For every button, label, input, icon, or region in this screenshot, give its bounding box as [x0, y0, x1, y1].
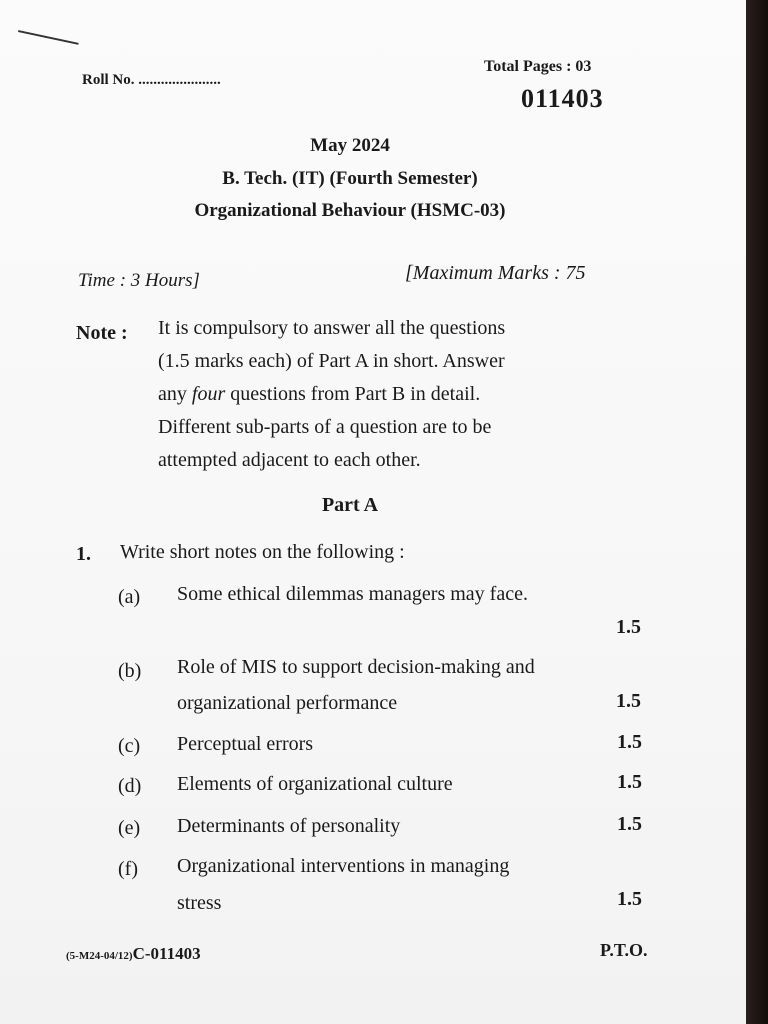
item-mark: 1.5	[617, 731, 642, 753]
item-text-cont: stress	[177, 892, 222, 914]
note-line	[158, 378, 648, 411]
note-any: any	[158, 383, 187, 405]
item-text: Role of MIS to support decision-making and	[177, 656, 535, 678]
note-line-rest: questions from Part B in detail.	[230, 383, 481, 405]
item-letter: (f)	[118, 858, 138, 880]
item-text: Organizational interventions in managing	[177, 855, 510, 877]
roll-number: Roll No. ......................	[82, 72, 221, 88]
item-mark: 1.5	[616, 616, 641, 638]
note-four: four	[191, 383, 226, 405]
item-letter: (a)	[118, 586, 141, 608]
footer-code	[66, 944, 201, 964]
total-pages: Total Pages : 03	[484, 58, 592, 75]
note-label: Note :	[76, 322, 128, 344]
note-line: attempted adjacent to each other.	[158, 449, 421, 471]
course-title: B. Tech. (IT) (Fourth Semester)	[222, 168, 478, 189]
item-text: Elements of organizational culture	[177, 773, 453, 795]
question-number: 1.	[76, 543, 91, 565]
item-text: Determinants of personality	[177, 815, 401, 837]
item-letter: (e)	[118, 817, 141, 839]
exam-month: May 2024	[310, 135, 390, 156]
question-text: Write short notes on the following :	[120, 541, 405, 563]
item-text: Perceptual errors	[177, 733, 314, 755]
item-mark: 1.5	[616, 690, 641, 712]
item-letter: (b)	[118, 660, 142, 682]
note-text	[158, 312, 648, 477]
note-line: Different sub-parts of a question are to be	[158, 416, 492, 438]
part-heading: Part A	[321, 494, 379, 516]
page-edge	[746, 0, 768, 1024]
footer-paper-code: C-011403	[132, 944, 201, 963]
paper-code: 011403	[521, 84, 604, 113]
note-line: It is compulsory to answer all the questions	[158, 317, 506, 339]
item-mark: 1.5	[617, 813, 642, 835]
item-letter: (c)	[118, 735, 141, 757]
note-line: (1.5 marks each) of Part A in short. Answer	[158, 350, 505, 372]
time-allowed: Time : 3 Hours]	[78, 270, 200, 291]
item-letter: (d)	[118, 775, 142, 797]
item-mark: 1.5	[617, 771, 642, 793]
item-text: Some ethical dilemmas managers may face.	[177, 583, 528, 605]
footer-small-code: (5-M24-04/12)	[66, 950, 133, 962]
maximum-marks: [Maximum Marks : 75	[405, 262, 586, 284]
subject-title: Organizational Behaviour (HSMC-03)	[194, 200, 506, 221]
pto-label: P.T.O.	[600, 940, 648, 960]
item-text-cont: organizational performance	[177, 692, 398, 714]
item-mark: 1.5	[617, 888, 642, 910]
